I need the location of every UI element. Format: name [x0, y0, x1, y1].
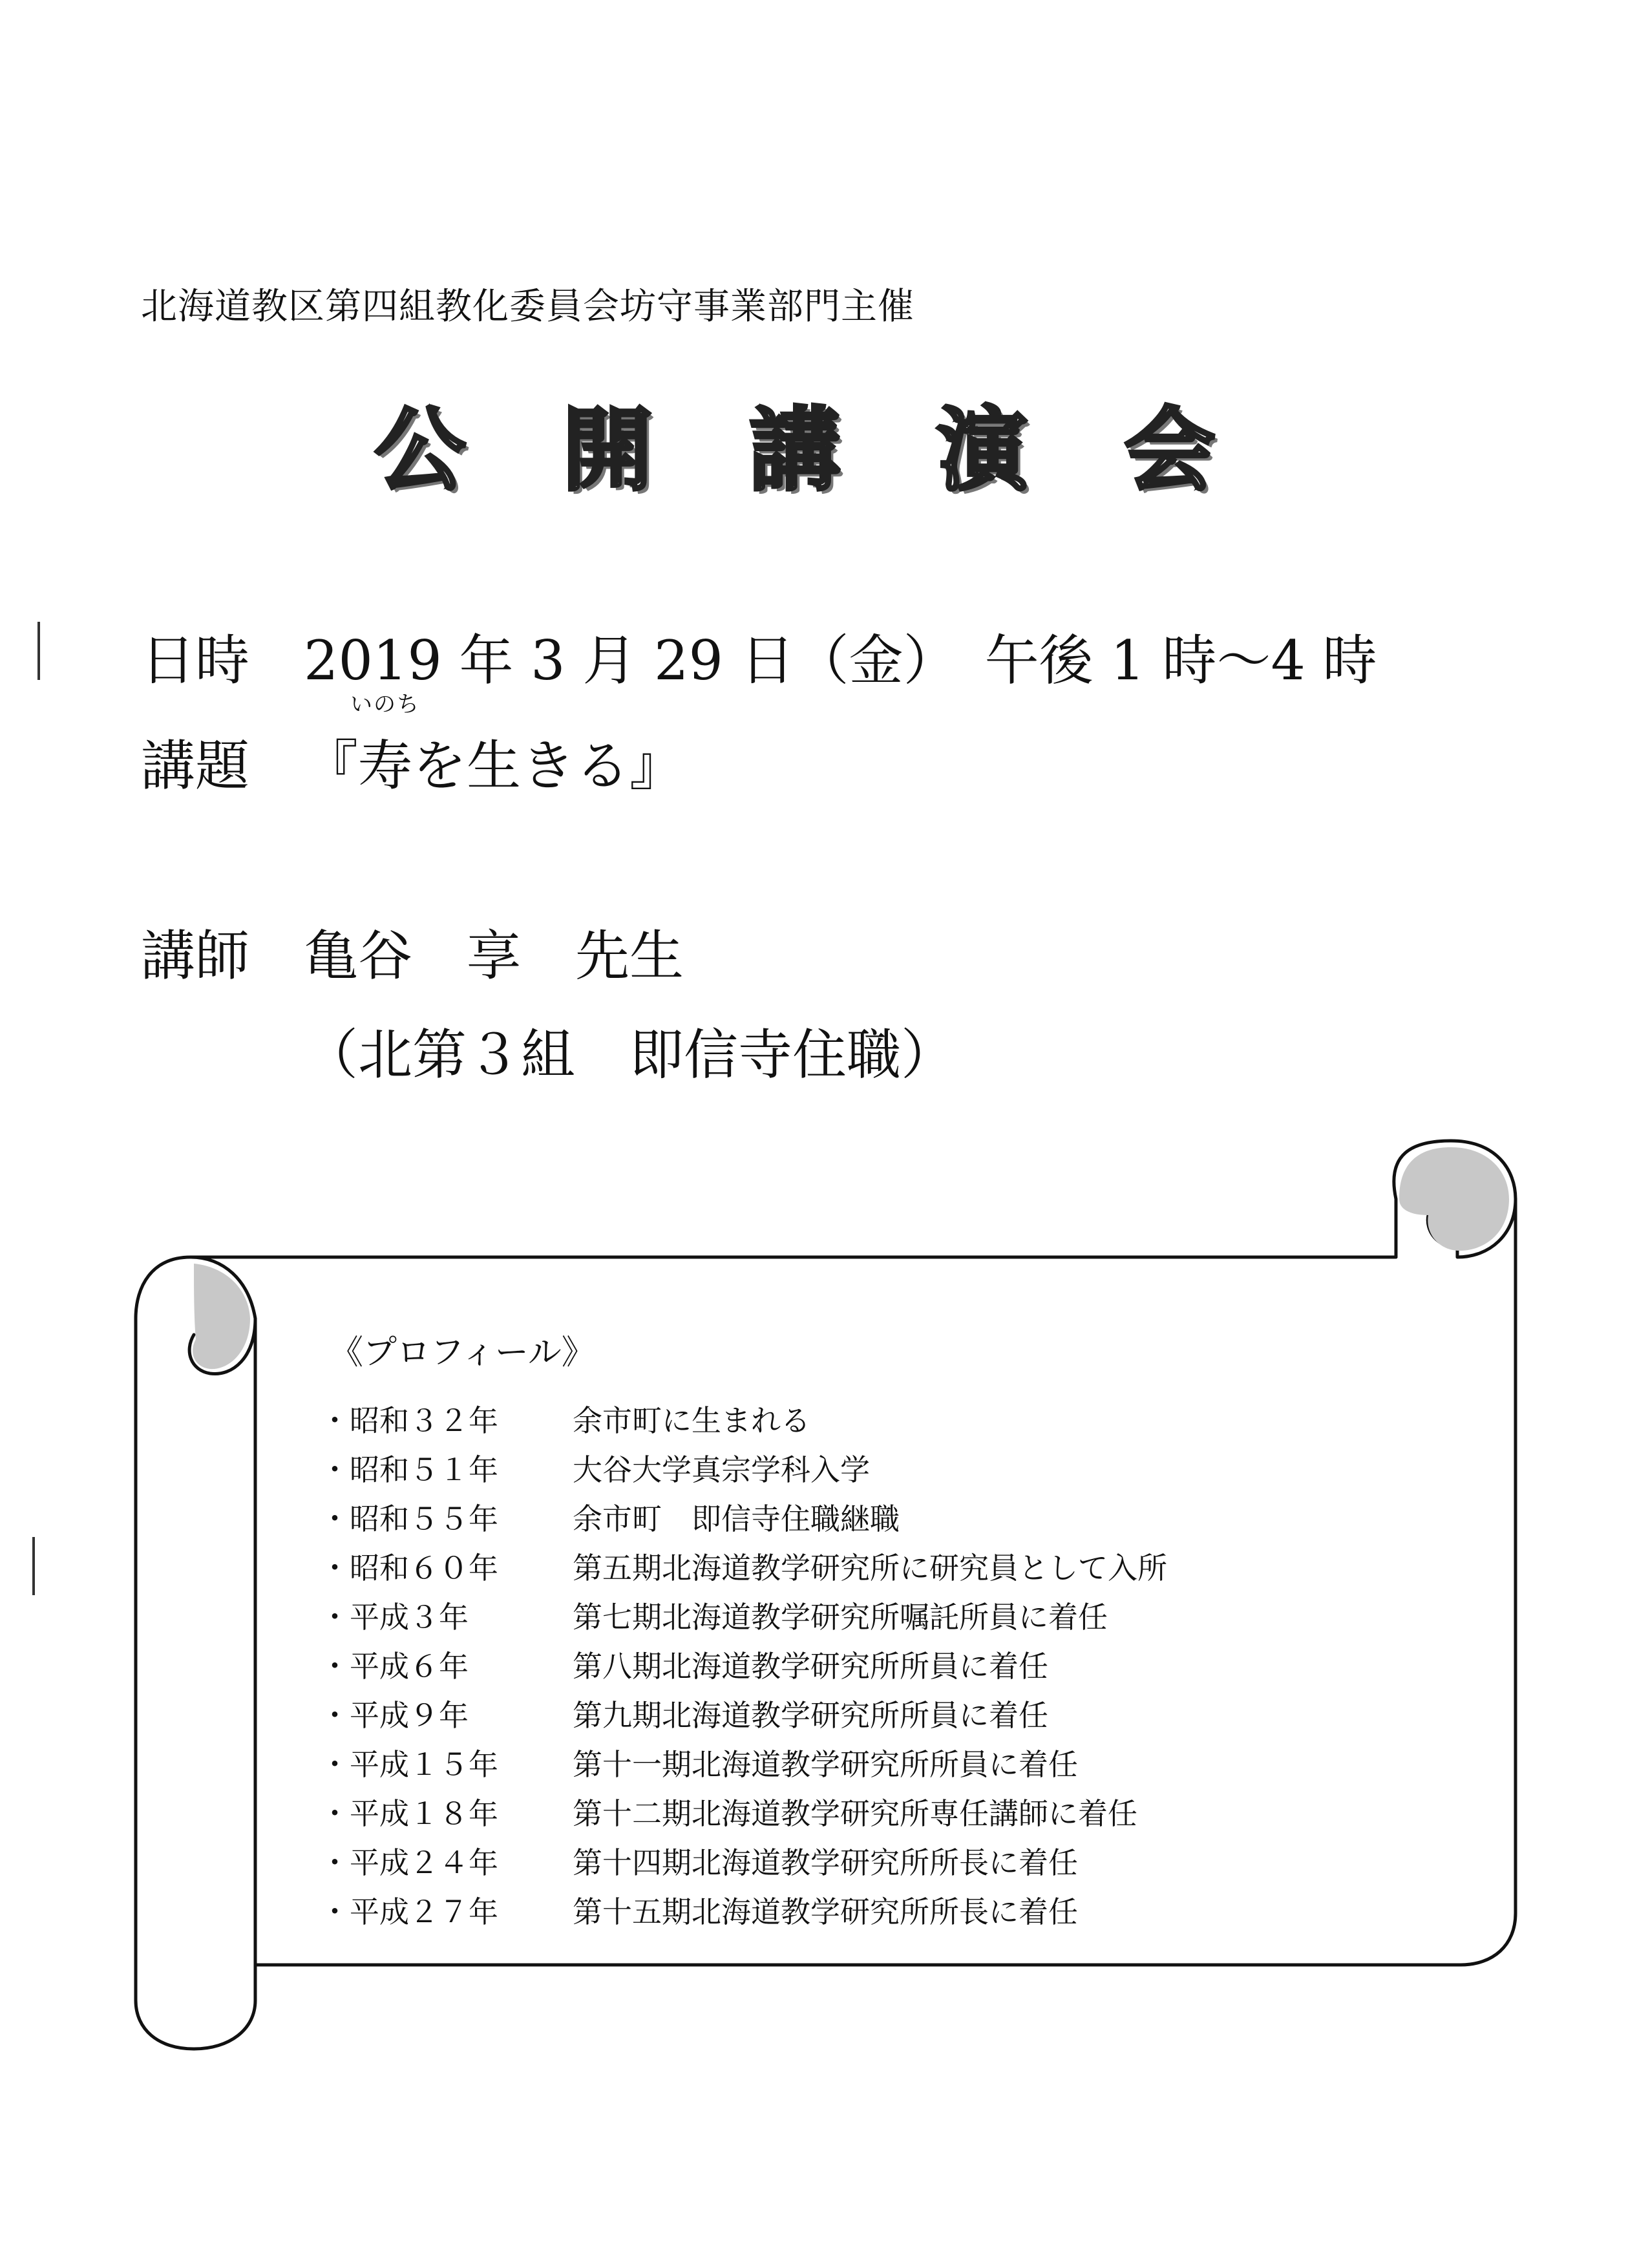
profile-bullet: ・: [320, 1600, 350, 1635]
profile-item: [320, 1543, 1167, 1593]
profile-item: [320, 1642, 1167, 1691]
profile-year: 昭和５５年: [350, 1501, 498, 1536]
profile-text: 第十一期北海道教学研究所所員に着任: [573, 1747, 1078, 1782]
profile-year: 昭和６０年: [350, 1551, 498, 1585]
profile-year: 平成１５年: [350, 1747, 498, 1782]
profile-item: [320, 1691, 1167, 1740]
profile-bullet: ・: [320, 1796, 350, 1831]
profile-item: [320, 1838, 1167, 1887]
profile-year: 平成３年: [350, 1600, 469, 1635]
topic-ruby-base: 寿: [358, 734, 413, 798]
profile-bullet: ・: [320, 1649, 350, 1684]
profile-item: [320, 1789, 1167, 1838]
profile-bullet: ・: [320, 1452, 350, 1487]
profile-bullet: ・: [320, 1894, 350, 1929]
profile-text: 第十四期北海道教学研究所所長に着任: [573, 1845, 1078, 1880]
topic-label: 講題: [141, 734, 250, 798]
profile-item: [320, 1445, 1167, 1494]
profile-item: [320, 1887, 1167, 1936]
profile-text: 第七期北海道教学研究所嘱託所員に着任: [573, 1600, 1108, 1635]
profile-text: 余市町に生まれる: [573, 1403, 810, 1438]
profile-bullet: ・: [320, 1698, 350, 1733]
profile-year: 昭和５１年: [350, 1452, 498, 1487]
profile-item: [320, 1494, 1167, 1543]
profile-text: 第十五期北海道教学研究所所長に着任: [573, 1894, 1078, 1929]
page-title: 公開講演会: [375, 397, 1313, 503]
scroll-left-roll: [136, 1257, 255, 2049]
profile-year: 平成２７年: [350, 1894, 498, 1929]
date-value: 2019 年 3 月 29 日（金） 午後 1 時〜4 時: [304, 629, 1377, 692]
profile-year: 平成６年: [350, 1649, 469, 1684]
profile-text: 第八期北海道教学研究所所員に着任: [573, 1649, 1048, 1684]
scroll-right-curl-shade: [1399, 1147, 1509, 1251]
profile-bullet: ・: [320, 1747, 350, 1782]
lecturer-label: 講師: [141, 924, 250, 988]
profile-item: [320, 1396, 1167, 1445]
profile-bullet: ・: [320, 1403, 350, 1438]
scroll-left-roll-shade: [193, 1264, 250, 1369]
topic-ruby-reading: いのち: [350, 692, 421, 717]
profile-text: 第九期北海道教学研究所所員に着任: [573, 1698, 1048, 1733]
profile-item: [320, 1593, 1167, 1642]
profile-text: 余市町 即信寺住職継職: [573, 1501, 900, 1536]
profile-year: 平成２４年: [350, 1845, 498, 1880]
date-label: 日時: [141, 629, 250, 692]
organizer-line: 北海道教区第四組教化委員会坊守事業部門主催: [141, 286, 914, 328]
lecturer-affiliation: （北第３組 即信寺住職）: [304, 1023, 956, 1086]
profile-item: [320, 1740, 1167, 1789]
profile-text: 大谷大学真宗学科入学: [573, 1452, 870, 1487]
profile-year: 平成９年: [350, 1698, 469, 1733]
profile-bullet: ・: [320, 1845, 350, 1880]
topic-open-bracket: 『: [304, 734, 359, 798]
lecturer-name: 亀谷 享 先生: [304, 924, 684, 988]
topic-rest: を生きる』: [412, 734, 684, 798]
profile-year: 平成１８年: [350, 1796, 498, 1831]
profile-bullet: ・: [320, 1551, 350, 1585]
profile-text: 第五期北海道教学研究所に研究員として入所: [573, 1551, 1167, 1585]
profile-list: [320, 1396, 1167, 1936]
profile-bullet: ・: [320, 1501, 350, 1536]
profile-year: 昭和３２年: [350, 1403, 498, 1438]
profile-text: 第十二期北海道教学研究所専任講師に着任: [573, 1796, 1137, 1831]
profile-heading: 《プロフィール》: [330, 1333, 595, 1372]
